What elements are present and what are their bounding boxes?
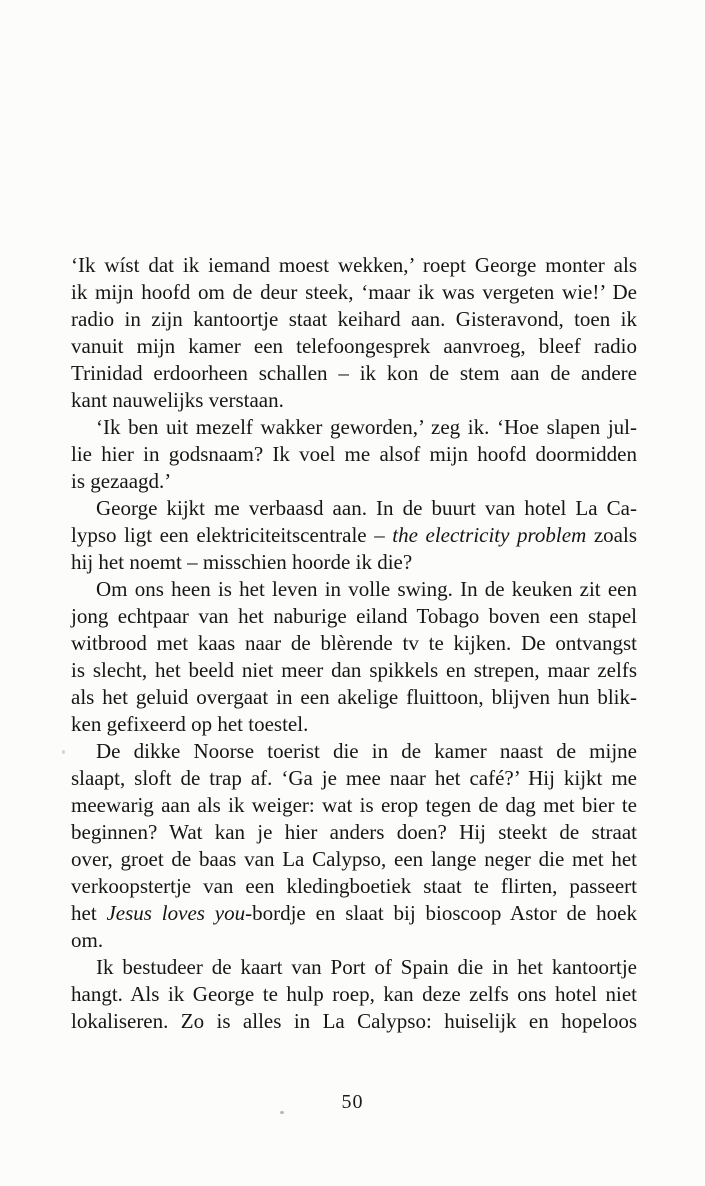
text-line: ‘Ik ben uit mezelf wakker geworden,’ zeg ik. ‘Hoe slapen jul- <box>96 415 637 439</box>
text-line: ik mijn hoofd om de deur steek, ‘maar ik was vergeten wie!’ De <box>71 280 637 304</box>
paragraph-2 <box>71 414 637 495</box>
text-line <box>71 900 637 927</box>
scan-speck <box>62 750 65 754</box>
text-line: hangt. Als ik George te hulp roep, kan deze zelfs ons hotel niet <box>71 982 637 1006</box>
text-segment: het <box>71 901 107 925</box>
text-line: lokaliseren. Zo is alles in La Calypso: huiselijk en hopeloos <box>71 1009 637 1033</box>
text-line: jong echtpaar van het naburige eiland Tobago boven een stapel <box>71 604 637 628</box>
paragraph-3 <box>71 495 637 576</box>
text-line: Om ons heen is het leven in volle swing. In de keuken zit een <box>96 577 637 601</box>
paragraph-5 <box>71 738 637 954</box>
text-line: meewarig aan als ik weiger: wat is erop tegen de dag met bier te <box>71 793 637 817</box>
text-line: vanuit mijn kamer een telefoongesprek aanvroeg, bleef radio <box>71 334 637 358</box>
text-line <box>71 522 637 549</box>
text-line: verkoopstertje van een kledingboetiek staat te flirten, passeert <box>71 874 637 898</box>
text-line: als het geluid overgaat in een akelige fluittoon, blijven hun blik- <box>71 685 637 709</box>
text-line: om. <box>71 928 104 952</box>
text-block <box>71 252 637 1035</box>
text-line: kant nauwelijks verstaan. <box>71 388 284 412</box>
text-segment: lypso ligt een elektriciteitscentrale – <box>71 523 393 547</box>
text-line: is gezaagd.’ <box>71 469 172 493</box>
text-line: De dikke Noorse toerist die in de kamer naast de mijne <box>96 739 637 763</box>
paragraph-4 <box>71 576 637 738</box>
text-line: is slecht, het beeld niet meer dan spikkels en strepen, maar zelfs <box>71 658 637 682</box>
italic-phrase: Jesus loves you <box>106 901 246 925</box>
text-line: George kijkt me verbaasd aan. In de buurt van hotel La Ca- <box>96 496 637 520</box>
page-number: 50 <box>341 1091 364 1113</box>
text-line: hij het noemt – misschien hoorde ik die? <box>71 550 413 574</box>
paragraph-1 <box>71 252 637 414</box>
text-line: ken gefixeerd op het toestel. <box>71 712 309 736</box>
text-line: beginnen? Wat kan je hier anders doen? Hij steekt de straat <box>71 820 637 844</box>
text-segment: -bordje en slaat bij bioscoop Astor de hoek <box>245 901 637 925</box>
paragraph-6 <box>71 954 637 1035</box>
italic-phrase: the electricity problem <box>392 523 587 547</box>
text-line: witbrood met kaas naar de blèrende tv te kijken. De ontvangst <box>71 631 637 655</box>
text-line: over, groet de baas van La Calypso, een lange neger die met het <box>71 847 637 871</box>
text-line: Trinidad erdoorheen schallen – ik kon de stem aan de andere <box>71 361 637 385</box>
text-line: ‘Ik wíst dat ik iemand moest wekken,’ roept George monter als <box>71 253 637 277</box>
text-line: lie hier in godsnaam? Ik voel me alsof mijn hoofd doormidden <box>71 442 637 466</box>
text-line: Ik bestudeer de kaart van Port of Spain die in het kantoortje <box>96 955 637 979</box>
scan-speck <box>280 1111 284 1114</box>
text-line: radio in zijn kantoortje staat keihard aan. Gisteravond, toen ik <box>71 307 637 331</box>
text-segment: zoals <box>586 523 637 547</box>
text-line: slaapt, sloft de trap af. ‘Ga je mee naar het café?’ Hij kijkt me <box>71 766 637 790</box>
